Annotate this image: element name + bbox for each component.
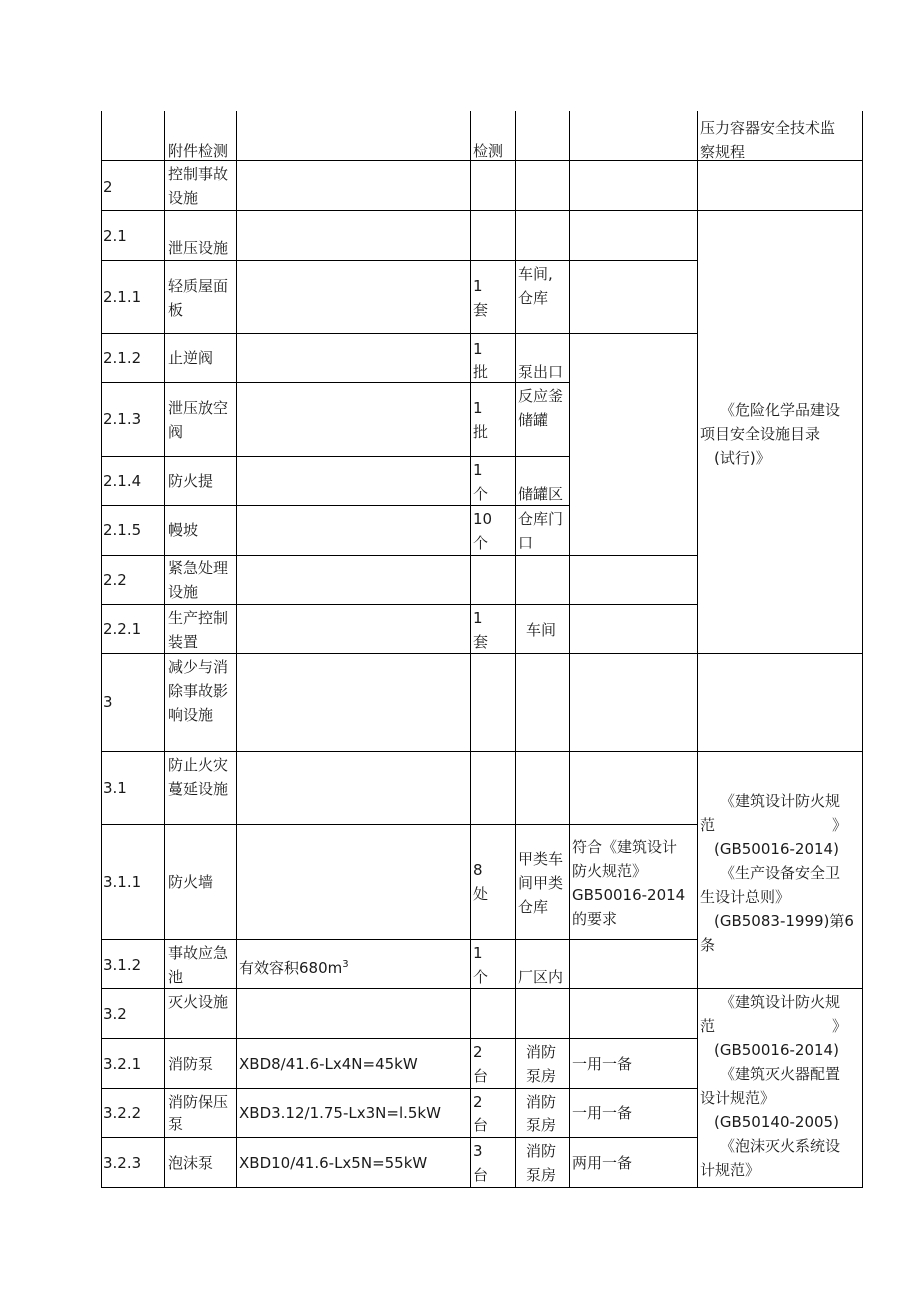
item-name: 响设施 [168, 706, 214, 724]
item-number: 3.1 [103, 779, 127, 797]
item-name: 泡沫泵 [168, 1154, 214, 1172]
item-qty: 1 [473, 399, 483, 417]
col-line [697, 111, 698, 1188]
item-name: 蔓延设施 [168, 780, 229, 798]
item-qty: 个 [473, 534, 489, 552]
item-number: 2.1 [103, 227, 127, 245]
item-location: 车间, [518, 265, 553, 283]
item-location: 仓库 [518, 289, 549, 307]
item-qty: 台 [473, 1067, 489, 1085]
reference-line: 计规范》 [700, 1161, 761, 1179]
item-name: 防止火灾 [168, 756, 229, 774]
item-location: 泵出口 [518, 363, 564, 381]
item-location: 泵房 [526, 1166, 557, 1184]
reference-line: (GB50016-2014) [714, 840, 839, 858]
reference-text: 》 [832, 816, 848, 834]
item-name: 泄压设施 [168, 239, 229, 257]
item-number: 2.2 [103, 571, 127, 589]
reference-line: (GB50016-2014) [714, 1041, 839, 1059]
item-qty: 套 [473, 301, 489, 319]
reference-line: (试行)》 [714, 449, 771, 467]
item-name: 泄压放空 [168, 399, 229, 417]
item-location: 反应釜 [518, 387, 564, 405]
item-number: 3.2 [103, 1005, 127, 1023]
item-location: 仓库 [518, 898, 549, 916]
reference-line: 条 [700, 936, 716, 954]
col-line [569, 111, 570, 1188]
row-line [101, 1088, 697, 1089]
col-line [470, 111, 471, 1188]
reference-text: 范 [700, 1017, 716, 1035]
item-qty: 套 [473, 633, 489, 651]
item-name: 灭火设施 [168, 993, 229, 1011]
item-name: 生产控制 [168, 609, 229, 627]
item-qty: 个 [473, 968, 489, 986]
reference-text: 》 [832, 1017, 848, 1035]
reference-line: 生设计总则》 [700, 888, 791, 906]
reference-line: 《建筑设计防火规 [720, 993, 841, 1011]
row-line [101, 505, 570, 506]
row-line [101, 824, 697, 825]
col-line [515, 111, 516, 1188]
item-number: 3.2.3 [103, 1154, 142, 1172]
reference-line: 《建筑灭火器配置 [720, 1065, 841, 1083]
item-location: 甲类车 [518, 850, 564, 868]
item-name: 消防泵 [168, 1055, 214, 1073]
item-spec-text: 有效容积680m [239, 959, 343, 977]
item-name: 止逆阀 [168, 349, 214, 367]
item-spec: XBD10∕41.6-Lx5N=55kW [239, 1154, 428, 1172]
item-name: 事故应急 [168, 944, 229, 962]
item-name: 消防保压 [168, 1093, 229, 1111]
item-name: 设施 [168, 583, 199, 601]
reference-line: 《危险化学品建设 [720, 401, 841, 419]
item-reference-line: 压力容器安全技术监 [700, 119, 836, 137]
item-name: 紧急处理 [168, 559, 229, 577]
col-line [862, 111, 863, 1188]
item-number: 2.1.2 [103, 349, 142, 367]
item-qty: 个 [473, 485, 489, 503]
item-name: 附件检测 [168, 142, 229, 160]
item-number: 2.1.1 [103, 288, 142, 306]
reference-line [700, 1014, 860, 1038]
col-line [101, 111, 102, 1188]
item-number: 3 [103, 693, 113, 711]
item-note: 一用一备 [572, 1104, 633, 1122]
item-name: 防火提 [168, 472, 214, 490]
item-number: 2.1.5 [103, 521, 142, 539]
item-number: 3.2.2 [103, 1104, 142, 1122]
item-qty: 检测 [473, 142, 504, 160]
reference-line [700, 813, 860, 837]
item-qty: 8 [473, 861, 483, 879]
item-number: 2.1.4 [103, 472, 142, 490]
item-name: 轻质屋面 [168, 277, 229, 295]
item-qty: 1 [473, 609, 483, 627]
item-location: 消防 [526, 1142, 557, 1160]
row-line [101, 382, 570, 383]
item-note: 的要求 [572, 910, 618, 928]
item-qty: 10 [473, 510, 493, 528]
row-line [101, 939, 697, 940]
item-number: 3.1.1 [103, 873, 142, 891]
item-number: 3.1.2 [103, 956, 142, 974]
reference-line: 项目安全设施目录 [700, 425, 821, 443]
item-qty: 1 [473, 461, 483, 479]
item-number: 2.2.1 [103, 620, 142, 638]
row-line [101, 1187, 863, 1188]
row-line [101, 1038, 697, 1039]
row-line [101, 1137, 697, 1138]
row-line [101, 751, 863, 752]
item-location: 储罐区 [518, 485, 564, 503]
item-name: 阀 [168, 423, 184, 441]
reference-line: (GB50140-2005) [714, 1113, 839, 1131]
item-location: 口 [518, 534, 534, 552]
item-spec [239, 953, 349, 980]
item-location: 仓库门 [518, 510, 564, 528]
item-location: 消防 [526, 1093, 557, 1111]
item-spec-superscript: 3 [342, 959, 349, 970]
row-line [101, 456, 570, 457]
item-name: 控制事故 [168, 165, 229, 183]
item-qty: 2 [473, 1093, 483, 1111]
item-number: 2.1.3 [103, 410, 142, 428]
item-name: 减少与消 [168, 658, 229, 676]
item-location: 泵房 [526, 1116, 557, 1134]
item-note: 符合《建筑设计 [572, 838, 678, 856]
reference-hazardous-catalog [700, 398, 860, 470]
item-name: 池 [168, 968, 184, 986]
item-spec: XBD8∕41.6-Lx4N=45kW [239, 1055, 418, 1073]
item-note: 两用一备 [572, 1154, 633, 1172]
item-qty: 1 [473, 340, 483, 358]
item-name: 防火墙 [168, 873, 214, 891]
item-name: 装置 [168, 633, 199, 651]
reference-line: 设计规范》 [700, 1089, 776, 1107]
item-reference-line: 察规程 [700, 143, 746, 161]
row-line [101, 333, 697, 334]
item-number: 2 [103, 178, 113, 196]
item-qty: 处 [473, 885, 489, 903]
item-name: 除事故影 [168, 682, 229, 700]
item-qty: 台 [473, 1166, 489, 1184]
row-line [101, 210, 863, 211]
item-name: 泵 [168, 1115, 184, 1133]
item-note: 防火规范》 [572, 862, 648, 880]
reference-line: 《生产设备安全卫 [720, 864, 841, 882]
item-qty: 3 [473, 1142, 483, 1160]
item-note: GB50016-2014 [572, 886, 686, 904]
item-name: 幔坡 [168, 521, 199, 539]
item-location: 车间 [526, 621, 557, 639]
reference-fire-prevention [700, 789, 860, 957]
reference-text: 范 [700, 816, 716, 834]
item-qty: 2 [473, 1043, 483, 1061]
item-qty: 1 [473, 277, 483, 295]
col-line [164, 111, 165, 1188]
item-qty: 批 [473, 423, 489, 441]
item-qty: 台 [473, 1116, 489, 1134]
item-location: 间甲类 [518, 874, 564, 892]
reference-line: 《建筑设计防火规 [720, 792, 841, 810]
item-name: 板 [168, 301, 184, 319]
item-qty: 批 [473, 363, 489, 381]
item-note: 一用一备 [572, 1055, 633, 1073]
item-spec: XBD3.12∕1.75-Lx3N=l.5kW [239, 1104, 441, 1122]
col-line [236, 111, 237, 1188]
item-location: 消防 [526, 1043, 557, 1061]
item-location: 泵房 [526, 1067, 557, 1085]
item-qty: 1 [473, 944, 483, 962]
item-location: 储罐 [518, 411, 549, 429]
item-location: 厂区内 [518, 968, 564, 986]
reference-fire-extinguishing [700, 990, 860, 1182]
row-line [101, 604, 697, 605]
reference-line: (GB5083-1999)第6 [714, 912, 854, 930]
row-line [101, 260, 697, 261]
item-name: 设施 [168, 189, 199, 207]
item-number: 3.2.1 [103, 1055, 142, 1073]
reference-line: 《泡沫灭火系统设 [720, 1137, 841, 1155]
